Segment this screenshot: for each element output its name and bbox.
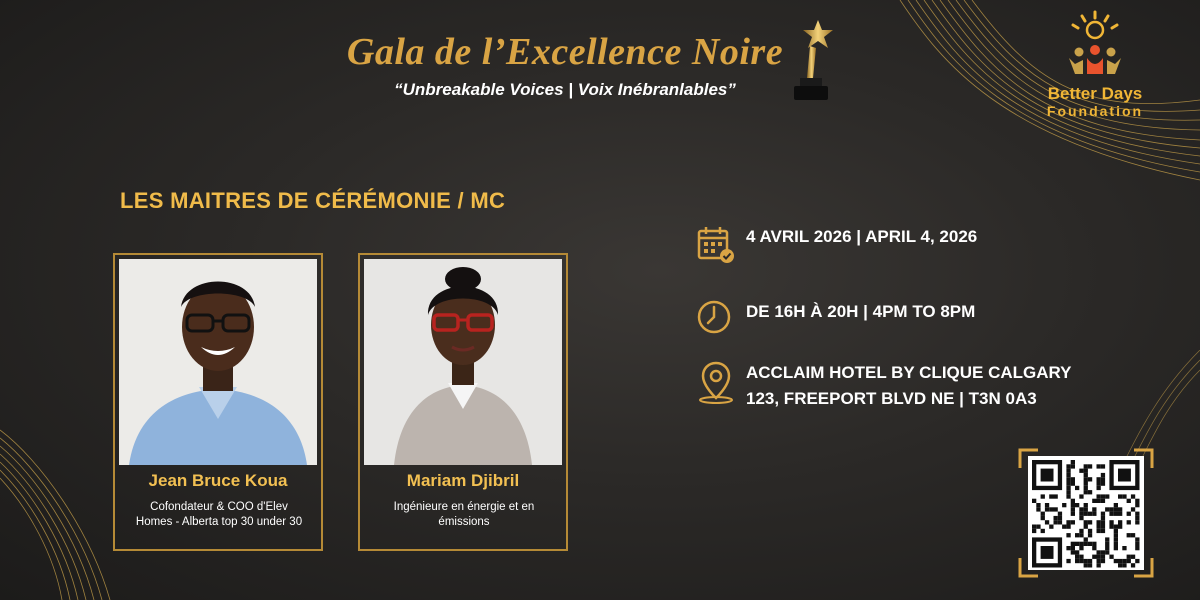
better-days-logo (1030, 8, 1160, 118)
presenter-card (358, 253, 568, 551)
presenter-role: Cofondateur & COO d'Elev Homes - Alberta top 30 under 30 (135, 501, 303, 528)
event-venue-row (696, 360, 1072, 412)
event-time-row (696, 299, 975, 339)
clock-icon (696, 299, 736, 339)
logo-subtitle: Foundation (1046, 103, 1144, 119)
section-title: LES MAITRES DE CÉRÉMONIE / MC (120, 188, 506, 213)
event-date: 4 AVRIL 2026 | APRIL 4, 2026 (746, 227, 978, 246)
location-pin-icon (696, 360, 736, 404)
presenter-card (113, 253, 323, 551)
venue-line-1: ACCLAIM HOTEL BY CLIQUE CALGARY (746, 363, 1072, 382)
logo-name: Better Days (1047, 84, 1143, 103)
qr-code-icon[interactable] (1018, 448, 1154, 578)
presenter-name: Jean Bruce Koua (148, 471, 288, 490)
event-date-row (696, 224, 977, 264)
event-title: Gala de l’Excellence Noire (346, 31, 784, 73)
trophy-icon (780, 18, 840, 104)
presenter-photo (119, 259, 317, 465)
presenter-name: Mariam Djibril (406, 471, 520, 490)
sun-people-logo-icon (1055, 8, 1135, 78)
presenter-role: Ingénieure en énergie et en émissions (393, 501, 535, 528)
calendar-icon (696, 224, 736, 264)
presenter-photo (364, 259, 562, 465)
event-subtitle: “Unbreakable Voices | Voix Inébranlables” (394, 80, 736, 99)
event-time: DE 16H À 20H | 4PM TO 8PM (746, 302, 976, 321)
venue-line-2: 123, FREEPORT BLVD NE | T3N 0A3 (746, 389, 1037, 408)
